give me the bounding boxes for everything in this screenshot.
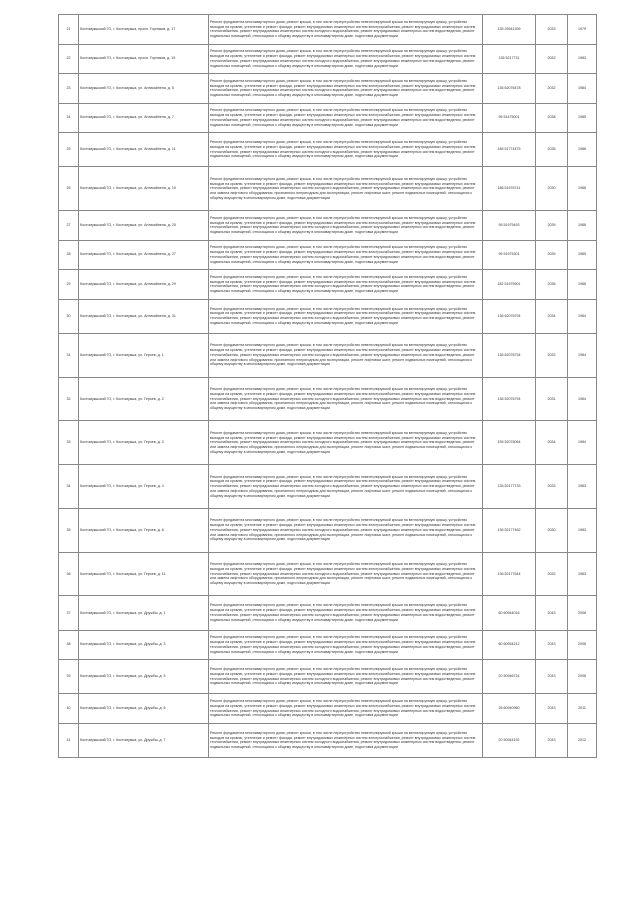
cost-cell: 135 29541399 — [483, 15, 536, 45]
cost-cell: 20 50944192 — [483, 723, 536, 757]
row-number: 21 — [59, 15, 79, 45]
planned-year-cell: 2043 — [536, 660, 568, 694]
built-year-cell: 2012 — [568, 723, 597, 757]
row-number: 36 — [59, 552, 79, 596]
table-row — [59, 596, 597, 630]
address-cell: Костомукшский ГО, г. Костомукша, ул. Антикайнена, д. 25 — [79, 211, 209, 241]
works-cell: Ремонт фундамента многоквартирного дома, ремонт крыши, в том числе переустройство невентилируемой крыши на вентилируемую крышу, устройство выходов на кровлю, утепление и ремонт фасада, ремонт внутридомовых инженерных систем электроснабжения, ремонт внутридомовых инженерных систем теплоснабжения, ремонт внутридомовых инженерных систем холодного водоснабжения, ремонт внутридомовых инженерных систем водоотведения, ремонт подвальных помещений, относящихся к общему имуществу в многоквартирном доме, подготовка документации — [209, 630, 483, 660]
table-row — [59, 133, 597, 167]
works-cell: Ремонт фундамента многоквартирного дома, ремонт крыши, в том числе переустройство невентилируемой крыши на вентилируемую крышу, устройство выходов на кровлю, утепление и ремонт фасада, ремонт внутридомовых инженерных систем электроснабжения, ремонт внутридомовых инженерных систем теплоснабжения, ремонт внутридомовых инженерных систем холодного водоснабжения, ремонт внутридомовых инженерных систем водоотведения, ремонт подвальных помещений, относящихся к общему имуществу в многоквартирном доме, подготовка документации — [209, 270, 483, 300]
table-row — [59, 694, 597, 724]
address-cell: Костомукшский ГО, г. Костомукша, ул. Героев, д. 11 — [79, 552, 209, 596]
cost-cell: 136 52177462 — [483, 508, 536, 552]
works-cell: Ремонт фундамента многоквартирного дома, ремонт крыши, в том числе переустройство невентилируемой крыши на вентилируемую крышу, устройство выходов на кровлю, утепление и ремонт фасада, ремонт внутридомовых инженерных систем электроснабжения, ремонт внутридомовых инженерных систем теплоснабжения, ремонт внутридомовых инженерных систем холодного водоснабжения, ремонт внутридомовых инженерных систем водоотведения, ремонт подвальных помещений, относящихся к общему имуществу в многоквартирном доме, подготовка документации — [209, 660, 483, 694]
planned-year-cell: 2034 — [536, 421, 568, 465]
planned-year-cell: 2043 — [536, 630, 568, 660]
built-year-cell: 1983 — [568, 552, 597, 596]
works-cell: Ремонт фундамента многоквартирного дома, ремонт крыши, в том числе переустройство невентилируемой крыши на вентилируемую крышу, устройство выходов на кровлю, утепление и ремонт фасада, ремонт внутридомовых инженерных систем электроснабжения, ремонт внутридомовых инженерных систем теплоснабжения, ремонт внутридомовых инженерных систем холодного водоснабжения, ремонт внутридомовых инженерных систем водоотведения, ремонт подвальных помещений, относящихся к общему имуществу в многоквартирном доме, подготовка документации — [209, 15, 483, 45]
table-row — [59, 211, 597, 241]
capital-repair-table — [58, 14, 597, 758]
cost-cell: 135 5217731 — [483, 44, 536, 74]
row-number: 37 — [59, 596, 79, 630]
table-row — [59, 552, 597, 596]
row-number: 32 — [59, 377, 79, 421]
table-row — [59, 270, 597, 300]
cost-cell: 95 51975301 — [483, 240, 536, 270]
built-year-cell: 2006 — [568, 660, 597, 694]
planned-year-cell: 2033 — [536, 15, 568, 45]
built-year-cell: 1986 — [568, 133, 597, 167]
works-cell: Ремонт фундамента многоквартирного дома, ремонт крыши, в том числе переустройство невентилируемой крыши на вентилируемую крышу, устройство выходов на кровлю, утепление и ремонт фасада, ремонт внутридомовых инженерных систем электроснабжения, ремонт внутридомовых инженерных систем теплоснабжения, ремонт внутридомовых инженерных систем холодного водоснабжения, ремонт внутридомовых инженерных систем водоотведения, ремонт подвальных помещений, относящихся к общему имуществу в многоквартирном доме, подготовка документации — [209, 133, 483, 167]
row-number: 38 — [59, 630, 79, 660]
table-row — [59, 723, 597, 757]
address-cell: Костомукшский ГО, г. Костомукша, ул. Антикайнена, д. 29 — [79, 270, 209, 300]
works-cell: Ремонт фундамента многоквартирного дома, ремонт крыши, в том числе переустройство невентилируемой крыши на вентилируемую крышу, устройство выходов на кровлю, утепление и ремонт фасада, ремонт внутридомовых инженерных систем электроснабжения, ремонт внутридомовых инженерных систем теплоснабжения, ремонт внутридомовых инженерных систем холодного водоснабжения, ремонт внутридомовых инженерных систем водоотведения, ремонт подвальных помещений, относящихся к общему имуществу в многоквартирном доме, подготовка документации — [209, 103, 483, 133]
built-year-cell: 1984 — [568, 333, 597, 377]
planned-year-cell: 2032 — [536, 74, 568, 104]
table-row — [59, 103, 597, 133]
built-year-cell: 1986 — [568, 270, 597, 300]
built-year-cell: 1983 — [568, 44, 597, 74]
planned-year-cell: 2033 — [536, 465, 568, 509]
cost-cell: 185 51774475 — [483, 133, 536, 167]
planned-year-cell: 2039 — [536, 240, 568, 270]
address-cell: Костомукшский ГО, г. Костомукша, ул. Антикайнена, д. 31 — [79, 299, 209, 333]
works-cell: Ремонт фундамента многоквартирного дома, ремонт крыши, в том числе переустройство невентилируемой крыши на вентилируемую крышу, устройство выходов на кровлю, утепление и ремонт фасада, ремонт внутридомовых инженерных систем электроснабжения, ремонт внутридомовых инженерных систем теплоснабжения, ремонт внутридомовых инженерных систем холодного водоснабжения, ремонт внутридомовых инженерных систем водоотведения, ремонт или замена лифтового оборудования, признанного непригодным для эксплуатации, ремонт лифтовых шахт, ремонт подвальных помещений, относящихся к общему имуществу в многоквартирном доме, подготовка документации — [209, 552, 483, 596]
row-number: 24 — [59, 103, 79, 133]
row-number: 40 — [59, 694, 79, 724]
cost-cell: 136 62076734 — [483, 333, 536, 377]
planned-year-cell: 2031 — [536, 377, 568, 421]
built-year-cell: 1984 — [568, 74, 597, 104]
table-row — [59, 465, 597, 509]
table-row — [59, 377, 597, 421]
planned-year-cell: 2043 — [536, 596, 568, 630]
row-number: 35 — [59, 508, 79, 552]
works-cell: Ремонт фундамента многоквартирного дома, ремонт крыши, в том числе переустройство невентилируемой крыши на вентилируемую крышу, устройство выходов на кровлю, утепление и ремонт фасада, ремонт внутридомовых инженерных систем электроснабжения, ремонт внутридомовых инженерных систем теплоснабжения, ремонт внутридомовых инженерных систем холодного водоснабжения, ремонт внутридомовых инженерных систем водоотведения, ремонт подвальных помещений, относящихся к общему имуществу в многоквартирном доме, подготовка документации — [209, 44, 483, 74]
planned-year-cell: 2043 — [536, 723, 568, 757]
address-cell: Костомукшский ГО, г. Костомукша, ул. Дружбы, д. 1 — [79, 596, 209, 630]
address-cell: Костомукшский ГО, г. Костомукша, ул. Антикайнена, д. 11 — [79, 133, 209, 167]
address-cell: Костомукшский ГО, г. Костомукша, ул. Антикайнена, д. 19 — [79, 167, 209, 211]
table-row — [59, 508, 597, 552]
address-cell: Костомукшский ГО, г. Костомукша, ул. Дружбы, д. 7 — [79, 723, 209, 757]
row-number: 23 — [59, 74, 79, 104]
built-year-cell: 1985 — [568, 240, 597, 270]
planned-year-cell: 2036 — [536, 270, 568, 300]
address-cell: Костомукшский ГО, г. Костомукша, просп. Горняков, д. 19 — [79, 44, 209, 74]
built-year-cell: 1985 — [568, 103, 597, 133]
row-number: 39 — [59, 660, 79, 694]
table-row — [59, 44, 597, 74]
cost-cell: 95 51475001 — [483, 103, 536, 133]
cost-cell: 26 60940960 — [483, 694, 536, 724]
table-row — [59, 15, 597, 45]
cost-cell: 136 62076794 — [483, 299, 536, 333]
planned-year-cell: 2039 — [536, 211, 568, 241]
built-year-cell: 1979 — [568, 15, 597, 45]
built-year-cell: 2011 — [568, 694, 597, 724]
works-cell: Ремонт фундамента многоквартирного дома, ремонт крыши, в том числе переустройство невентилируемой крыши на вентилируемую крышу, устройство выходов на кровлю, утепление и ремонт фасада, ремонт внутридомовых инженерных систем электроснабжения, ремонт внутридомовых инженерных систем теплоснабжения, ремонт внутридомовых инженерных систем холодного водоснабжения, ремонт внутридомовых инженерных систем водоотведения, ремонт или замена лифтового оборудования, признанного непригодным для эксплуатации, ремонт лифтовых шахт, ремонт подвальных помещений, относящихся к общему имуществу в многоквартирном доме, подготовка документации — [209, 465, 483, 509]
address-cell: Костомукшский ГО, г. Костомукша, ул. Героев, д. 4 — [79, 465, 209, 509]
works-cell: Ремонт фундамента многоквартирного дома, ремонт крыши, в том числе переустройство невентилируемой крыши на вентилируемую крышу, устройство выходов на кровлю, утепление и ремонт фасада, ремонт внутридомовых инженерных систем электроснабжения, ремонт внутридомовых инженерных систем теплоснабжения, ремонт внутридомовых инженерных систем холодного водоснабжения, ремонт внутридомовых инженерных систем водоотведения, ремонт или замена лифтового оборудования, признанного непригодным для эксплуатации, ремонт лифтовых шахт, ремонт подвальных помещений, относящихся к общему имуществу в многоквартирном доме, подготовка документации — [209, 167, 483, 211]
table-row — [59, 299, 597, 333]
works-cell: Ремонт фундамента многоквартирного дома, ремонт крыши, в том числе переустройство невентилируемой крыши на вентилируемую крышу, устройство выходов на кровлю, утепление и ремонт фасада, ремонт внутридомовых инженерных систем электроснабжения, ремонт внутридомовых инженерных систем теплоснабжения, ремонт внутридомовых инженерных систем холодного водоснабжения, ремонт внутридомовых инженерных систем водоотведения, ремонт подвальных помещений, относящихся к общему имуществу в многоквартирном доме, подготовка документации — [209, 596, 483, 630]
row-number: 26 — [59, 167, 79, 211]
table-row — [59, 333, 597, 377]
works-cell: Ремонт фундамента многоквартирного дома, ремонт крыши, в том числе переустройство невентилируемой крыши на вентилируемую крышу, устройство выходов на кровлю, утепление и ремонт фасада, ремонт внутридомовых инженерных систем электроснабжения, ремонт внутридомовых инженерных систем теплоснабжения, ремонт внутридомовых инженерных систем холодного водоснабжения, ремонт внутридомовых инженерных систем водоотведения, ремонт или замена лифтового оборудования, признанного непригодным для эксплуатации, ремонт лифтовых шахт, ремонт подвальных помещений, относящихся к общему имуществу в многоквартирном доме, подготовка документации — [209, 377, 483, 421]
address-cell: Костомукшский ГО, г. Костомукша, ул. Героев, д. 1 — [79, 333, 209, 377]
address-cell: Костомукшский ГО, г. Костомукша, ул. Антикайнена, д. 27 — [79, 240, 209, 270]
cost-cell: 136 52076794 — [483, 377, 536, 421]
table-row — [59, 630, 597, 660]
address-cell: Костомукшский ГО, г. Костомукша, ул. Антикайнена, д. 5 — [79, 74, 209, 104]
cost-cell: 20 50946724 — [483, 660, 536, 694]
address-cell: Костомукшский ГО, г. Костомукша, ул. Героев, д. 3 — [79, 421, 209, 465]
table-row — [59, 74, 597, 104]
cost-cell: 182 51975901 — [483, 270, 536, 300]
built-year-cell: 1984 — [568, 377, 597, 421]
planned-year-cell: 2032 — [536, 333, 568, 377]
table-row — [59, 167, 597, 211]
row-number: 28 — [59, 240, 79, 270]
row-number: 31 — [59, 333, 79, 377]
cost-cell: 95 51975493 — [483, 211, 536, 241]
address-cell: Костомукшский ГО, г. Костомукша, ул. Дружбы, д. 5 — [79, 660, 209, 694]
row-number: 41 — [59, 723, 79, 757]
built-year-cell: 1984 — [568, 299, 597, 333]
address-cell: Костомукшский ГО, г. Костомукша, ул. Героев, д. 2 — [79, 377, 209, 421]
row-number: 29 — [59, 270, 79, 300]
cost-cell: 186 51976741 — [483, 167, 536, 211]
planned-year-cell: 2030 — [536, 508, 568, 552]
address-cell: Костомукшский ГО, г. Костомукша, ул. Дружбы, д. 3 — [79, 630, 209, 660]
row-number: 30 — [59, 299, 79, 333]
built-year-cell: 2006 — [568, 630, 597, 660]
planned-year-cell: 2030 — [536, 167, 568, 211]
address-cell: Костомукшский ГО, г. Костомукша, ул. Героев, д. 6 — [79, 508, 209, 552]
table-row — [59, 660, 597, 694]
built-year-cell: 1986 — [568, 167, 597, 211]
row-number: 22 — [59, 44, 79, 74]
works-cell: Ремонт фундамента многоквартирного дома, ремонт крыши, в том числе переустройство невентилируемой крыши на вентилируемую крышу, устройство выходов на кровлю, утепление и ремонт фасада, ремонт внутридомовых инженерных систем электроснабжения, ремонт внутридомовых инженерных систем теплоснабжения, ремонт внутридомовых инженерных систем холодного водоснабжения, ремонт внутридомовых инженерных систем водоотведения, ремонт подвальных помещений, относящихся к общему имуществу в многоквартирном доме, подготовка документации — [209, 74, 483, 104]
built-year-cell: 2008 — [568, 596, 597, 630]
works-cell: Ремонт фундамента многоквартирного дома, ремонт крыши, в том числе переустройство невентилируемой крыши на вентилируемую крышу, устройство выходов на кровлю, утепление и ремонт фасада, ремонт внутридомовых инженерных систем электроснабжения, ремонт внутридомовых инженерных систем теплоснабжения, ремонт внутридомовых инженерных систем холодного водоснабжения, ремонт внутридомовых инженерных систем водоотведения, ремонт или замена лифтового оборудования, признанного непригодным для эксплуатации, ремонт лифтовых шахт, ремонт подвальных помещений, относящихся к общему имуществу в многоквартирном доме, подготовка документации — [209, 421, 483, 465]
row-number: 27 — [59, 211, 79, 241]
cost-cell: 155 52076064 — [483, 421, 536, 465]
cost-cell: 135 52177733 — [483, 465, 536, 509]
built-year-cell: 1986 — [568, 211, 597, 241]
planned-year-cell: 2043 — [536, 694, 568, 724]
planned-year-cell: 2034 — [536, 299, 568, 333]
planned-year-cell: 2038 — [536, 103, 568, 133]
works-cell: Ремонт фундамента многоквартирного дома, ремонт крыши, в том числе переустройство невентилируемой крыши на вентилируемую крышу, устройство выходов на кровлю, утепление и ремонт фасада, ремонт внутридомовых инженерных систем электроснабжения, ремонт внутридомовых инженерных систем теплоснабжения, ремонт внутридомовых инженерных систем холодного водоснабжения, ремонт внутридомовых инженерных систем водоотведения, ремонт подвальных помещений, относящихся к общему имуществу в многоквартирном доме, подготовка документации — [209, 240, 483, 270]
planned-year-cell: 2032 — [536, 552, 568, 596]
works-cell: Ремонт фундамента многоквартирного дома, ремонт крыши, в том числе переустройство невентилируемой крыши на вентилируемую крышу, устройство выходов на кровлю, утепление и ремонт фасада, ремонт внутридомовых инженерных систем электроснабжения, ремонт внутридомовых инженерных систем теплоснабжения, ремонт внутридомовых инженерных систем холодного водоснабжения, ремонт внутридомовых инженерных систем водоотведения, ремонт подвальных помещений, относящихся к общему имуществу в многоквартирном доме, подготовка документации — [209, 211, 483, 241]
address-cell: Костомукшский ГО, г. Костомукша, ул. Дружбы, д. 6 — [79, 694, 209, 724]
works-cell: Ремонт фундамента многоквартирного дома, ремонт крыши, в том числе переустройство невентилируемой крыши на вентилируемую крышу, устройство выходов на кровлю, утепление и ремонт фасада, ремонт внутридомовых инженерных систем электроснабжения, ремонт внутридомовых инженерных систем теплоснабжения, ремонт внутридомовых инженерных систем холодного водоснабжения, ремонт внутридомовых инженерных систем водоотведения, ремонт или замена лифтового оборудования, признанного непригодным для эксплуатации, ремонт лифтовых шахт, ремонт подвальных помещений, относящихся к общему имуществу в многоквартирном доме, подготовка документации — [209, 333, 483, 377]
works-cell: Ремонт фундамента многоквартирного дома, ремонт крыши, в том числе переустройство невентилируемой крыши на вентилируемую крышу, устройство выходов на кровлю, утепление и ремонт фасада, ремонт внутридомовых инженерных систем электроснабжения, ремонт внутридомовых инженерных систем теплоснабжения, ремонт внутридомовых инженерных систем холодного водоснабжения, ремонт внутридомовых инженерных систем водоотведения, ремонт подвальных помещений, относящихся к общему имуществу в многоквартирном доме, подготовка документации — [209, 723, 483, 757]
built-year-cell: 1983 — [568, 508, 597, 552]
cost-cell: 136 62076478 — [483, 74, 536, 104]
cost-cell: 60 60944016 — [483, 596, 536, 630]
table-row — [59, 240, 597, 270]
table-body — [59, 15, 597, 758]
cost-cell: 60 60954212 — [483, 630, 536, 660]
row-number: 34 — [59, 465, 79, 509]
built-year-cell: 1984 — [568, 421, 597, 465]
address-cell: Костомукшский ГО, г. Костомукша, ул. Антикайнена, д. 7 — [79, 103, 209, 133]
planned-year-cell: 2035 — [536, 133, 568, 167]
row-number: 33 — [59, 421, 79, 465]
works-cell: Ремонт фундамента многоквартирного дома, ремонт крыши, в том числе переустройство невентилируемой крыши на вентилируемую крышу, устройство выходов на кровлю, утепление и ремонт фасада, ремонт внутридомовых инженерных систем электроснабжения, ремонт внутридомовых инженерных систем теплоснабжения, ремонт внутридомовых инженерных систем холодного водоснабжения, ремонт внутридомовых инженерных систем водоотведения, ремонт подвальных помещений, относящихся к общему имуществу в многоквартирном доме, подготовка документации — [209, 694, 483, 724]
table-row — [59, 421, 597, 465]
works-cell: Ремонт фундамента многоквартирного дома, ремонт крыши, в том числе переустройство невентилируемой крыши на вентилируемую крышу, устройство выходов на кровлю, утепление и ремонт фасада, ремонт внутридомовых инженерных систем электроснабжения, ремонт внутридомовых инженерных систем теплоснабжения, ремонт внутридомовых инженерных систем холодного водоснабжения, ремонт внутридомовых инженерных систем водоотведения, ремонт подвальных помещений, относящихся к общему имуществу в многоквартирном доме, подготовка документации — [209, 299, 483, 333]
address-cell: Костомукшский ГО, г. Костомукша, просп. Горняков, д. 17 — [79, 15, 209, 45]
row-number: 25 — [59, 133, 79, 167]
planned-year-cell: 2032 — [536, 44, 568, 74]
cost-cell: 136 52177644 — [483, 552, 536, 596]
works-cell: Ремонт фундамента многоквартирного дома, ремонт крыши, в том числе переустройство невентилируемой крыши на вентилируемую крышу, устройство выходов на кровлю, утепление и ремонт фасада, ремонт внутридомовых инженерных систем электроснабжения, ремонт внутридомовых инженерных систем теплоснабжения, ремонт внутридомовых инженерных систем холодного водоснабжения, ремонт внутридомовых инженерных систем водоотведения, ремонт или замена лифтового оборудования, признанного непригодным для эксплуатации, ремонт лифтовых шахт, ремонт подвальных помещений, относящихся к общему имуществу в многоквартирном доме, подготовка документации — [209, 508, 483, 552]
built-year-cell: 1983 — [568, 465, 597, 509]
